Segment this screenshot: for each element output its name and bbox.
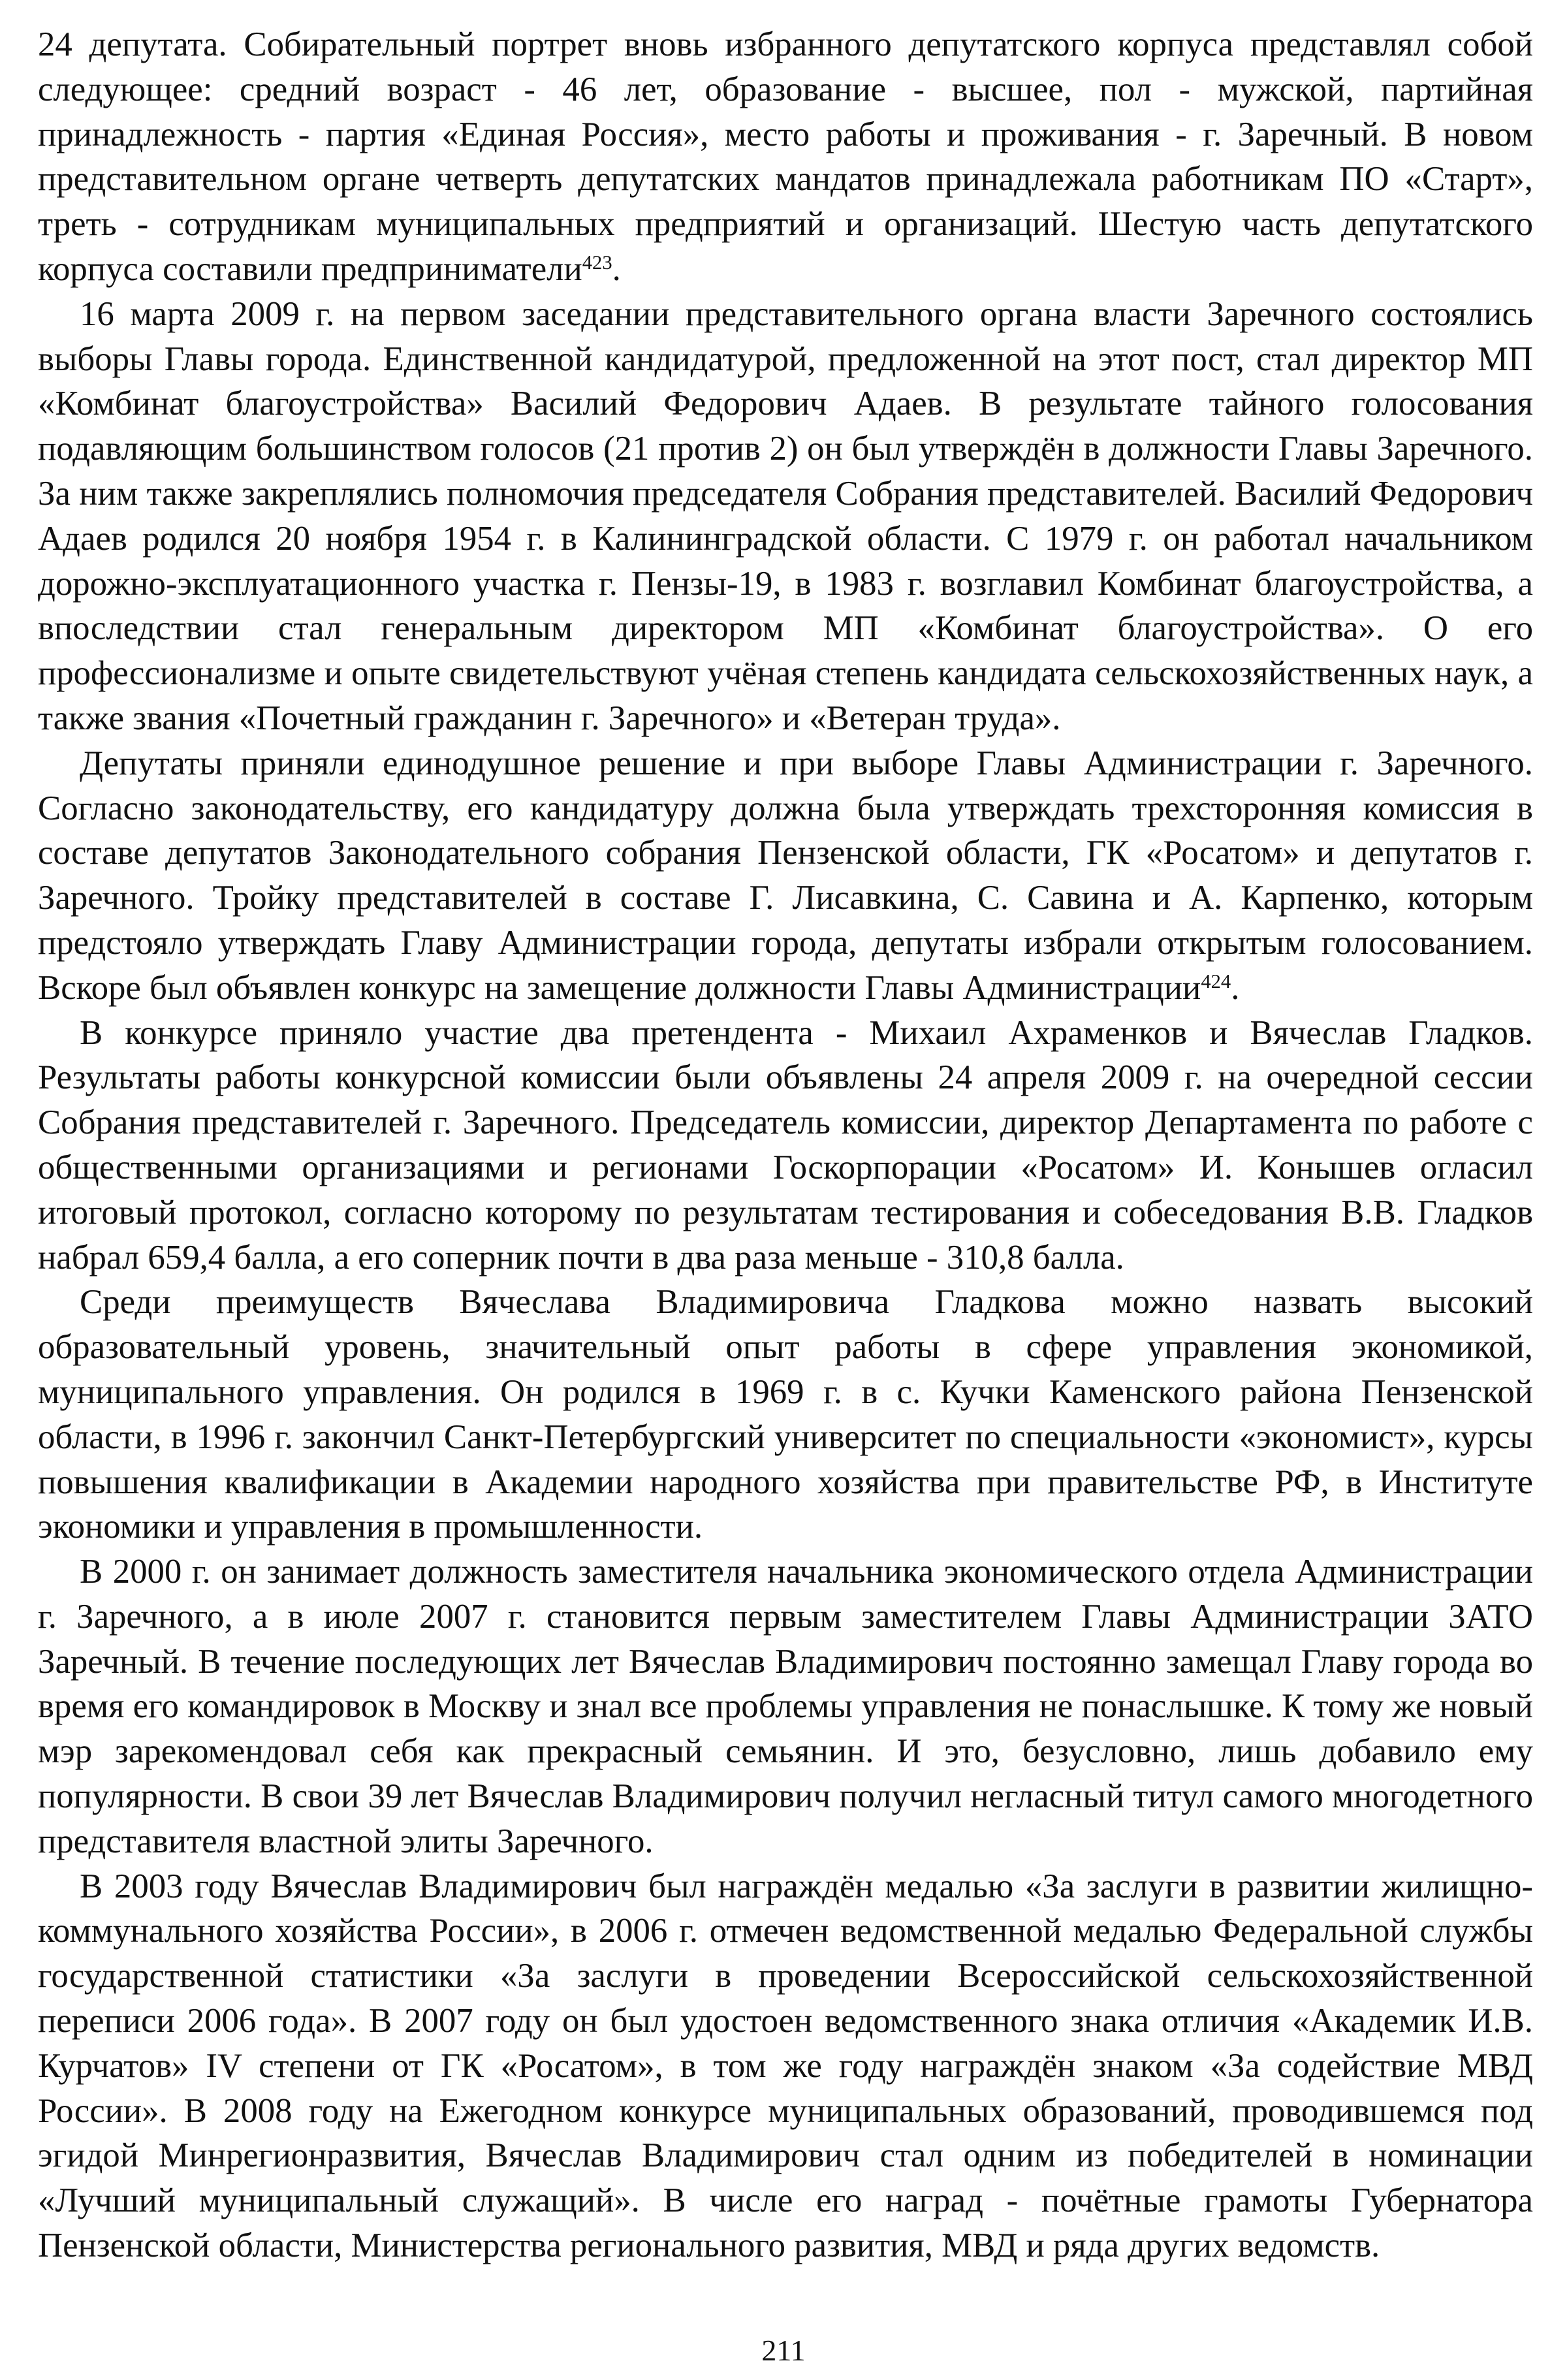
paragraph-tail: . (612, 249, 621, 288)
paragraph-text: Среди преимуществ Вячеслава Владимировича Гладкова можно назвать высокий образовательный уровень, значительный опыт работы в сфере управления экономикой, муниципального управления. Он родился в 1969 г. в с. Кучки Каменского района Пензенской области, в 1996 г. закончил Санкт-Петербургский университет по специальности «экономист», курсы повышения квалификации в Академии народного хозяйства при правительстве РФ, в Институте экономики и управления в промышленности. (38, 1283, 1533, 1546)
paragraph-gladkov-career (38, 1549, 1533, 1864)
paragraph-text: В 2003 году Вячеслав Владимирович был награждён медалью «За заслуги в развитии жилищно-коммунального хозяйства России», в 2006 г. отмечен ведомственной медалью Федеральной службы государственной статистики «За заслуги в проведении Всероссийской сельскохозяйственной переписи 2006 года». В 2007 году он был удостоен ведомственного знака отличия «Академик И.В. Курчатов» IV степени от ГК «Росатом», в том же году награждён знаком «За содействие МВД России». В 2008 году на Ежегодном конкурсе муниципальных образований, проводившемся под эгидой Минрегионразвития, Вячеслав Владимирович стал одним из победителей в номинации «Лучший муниципальный служащий». В числе его наград - почётные грамоты Губернатора Пензенской области, Министерства регионального развития, МВД и ряда других ведомств. (38, 1867, 1533, 2265)
paragraph-city-head-election (38, 292, 1533, 741)
paragraph-text: 24 депутата. Собирательный портрет вновь избранного депутатского корпуса представлял собой следующее: средний возраст - 46 лет, образование - высшее, пол - мужской, партийная принадлежность - партия «Единая Россия», место работы и проживания - г. Заречный. В новом представительном органе четверть депутатских мандатов принадлежала работникам ПО «Старт», треть - сотрудникам муниципальных предприятий и организаций. Шестую часть депутатского корпуса составили предприниматели (38, 25, 1533, 288)
paragraph-deputies-portrait (38, 22, 1533, 292)
footnote-marker-424: 424 (1201, 970, 1231, 992)
paragraph-gladkov-biography (38, 1280, 1533, 1549)
paragraph-text: В конкурсе приняло участие два претендента - Михаил Ахраменков и Вячеслав Гладков. Результаты работы конкурсной комиссии были объявлены 24 апреля 2009 г. на очередной сессии Собрания представителей г. Заречного. Председатель комиссии, директор Департамента по работе с общественными организациями и регионами Госкорпорации «Росатом» И. Конышев огласил итоговый протокол, согласно которому по результатам тестирования и собеседования В.В. Гладков набрал 659,4 балла, а его соперник почти в два раза меньше - 310,8 балла. (38, 1013, 1533, 1277)
paragraph-text: В 2000 г. он занимает должность заместителя начальника экономического отдела Администрации г. Заречного, а в июле 2007 г. становится первым заместителем Главы Администрации ЗАТО Заречный. В течение последующих лет Вячеслав Владимирович постоянно замещал Главу города во время его командировок в Москву и знал все проблемы управления не понаслышке. К тому же новый мэр зарекомендовал себя как прекрасный семьянин. И это, безусловно, лишь добавило ему популярности. В свои 39 лет Вячеслав Владимирович получил негласный титул самого многодетного представителя властной элиты Заречного. (38, 1553, 1533, 1860)
paragraph-gladkov-awards (38, 1864, 1533, 2268)
paragraph-text: 16 марта 2009 г. на первом заседании представительного органа власти Заречного состоялись выборы Главы города. Единственной кандидатурой, предложенной на этот пост, стал директор МП «Комбинат благоустройства» Василий Федорович Адаев. В результате тайного голосования подавляющим большинством голосов (21 против 2) он был утверждён в должности Главы Заречного. За ним также закреплялись полномочия председателя Собрания представителей. Василий Федорович Адаев родился 20 ноября 1954 г. в Калининградской области. С 1979 г. он работал начальником дорожно-эксплуатационного участка г. Пензы-19, в 1983 г. возглавил Комбинат благоустройства, а впоследствии стал генеральным директором МП «Комбинат благоустройства». О его профессионализме и опыте свидетельствуют учёная степень кандидата сельскохозяйственных наук, а также звания «Почетный гражданин г. Заречного» и «Ветеран труда». (38, 294, 1533, 737)
page-body (38, 22, 1533, 2268)
paragraph-text: Депутаты приняли единодушное решение и при выборе Главы Администрации г. Заречного. Согласно законодательству, его кандидатуру должна была утверждать трехсторонняя комиссия в составе депутатов Законодательного собрания Пензенской области, ГК «Росатом» и депутатов г. Заречного. Тройку представителей в составе Г. Лисавкина, С. Савина и А. Карпенко, которым предстояло утверждать Главу Администрации города, депутаты избрали открытым голосованием. Вскоре был объявлен конкурс на замещение должности Главы Администрации (38, 744, 1533, 1007)
paragraph-competition-results (38, 1011, 1533, 1280)
footnote-marker-423: 423 (582, 251, 612, 274)
paragraph-tail: . (1231, 968, 1240, 1007)
paragraph-administration-head-choice (38, 741, 1533, 1011)
page-number: 211 (761, 2334, 806, 2367)
